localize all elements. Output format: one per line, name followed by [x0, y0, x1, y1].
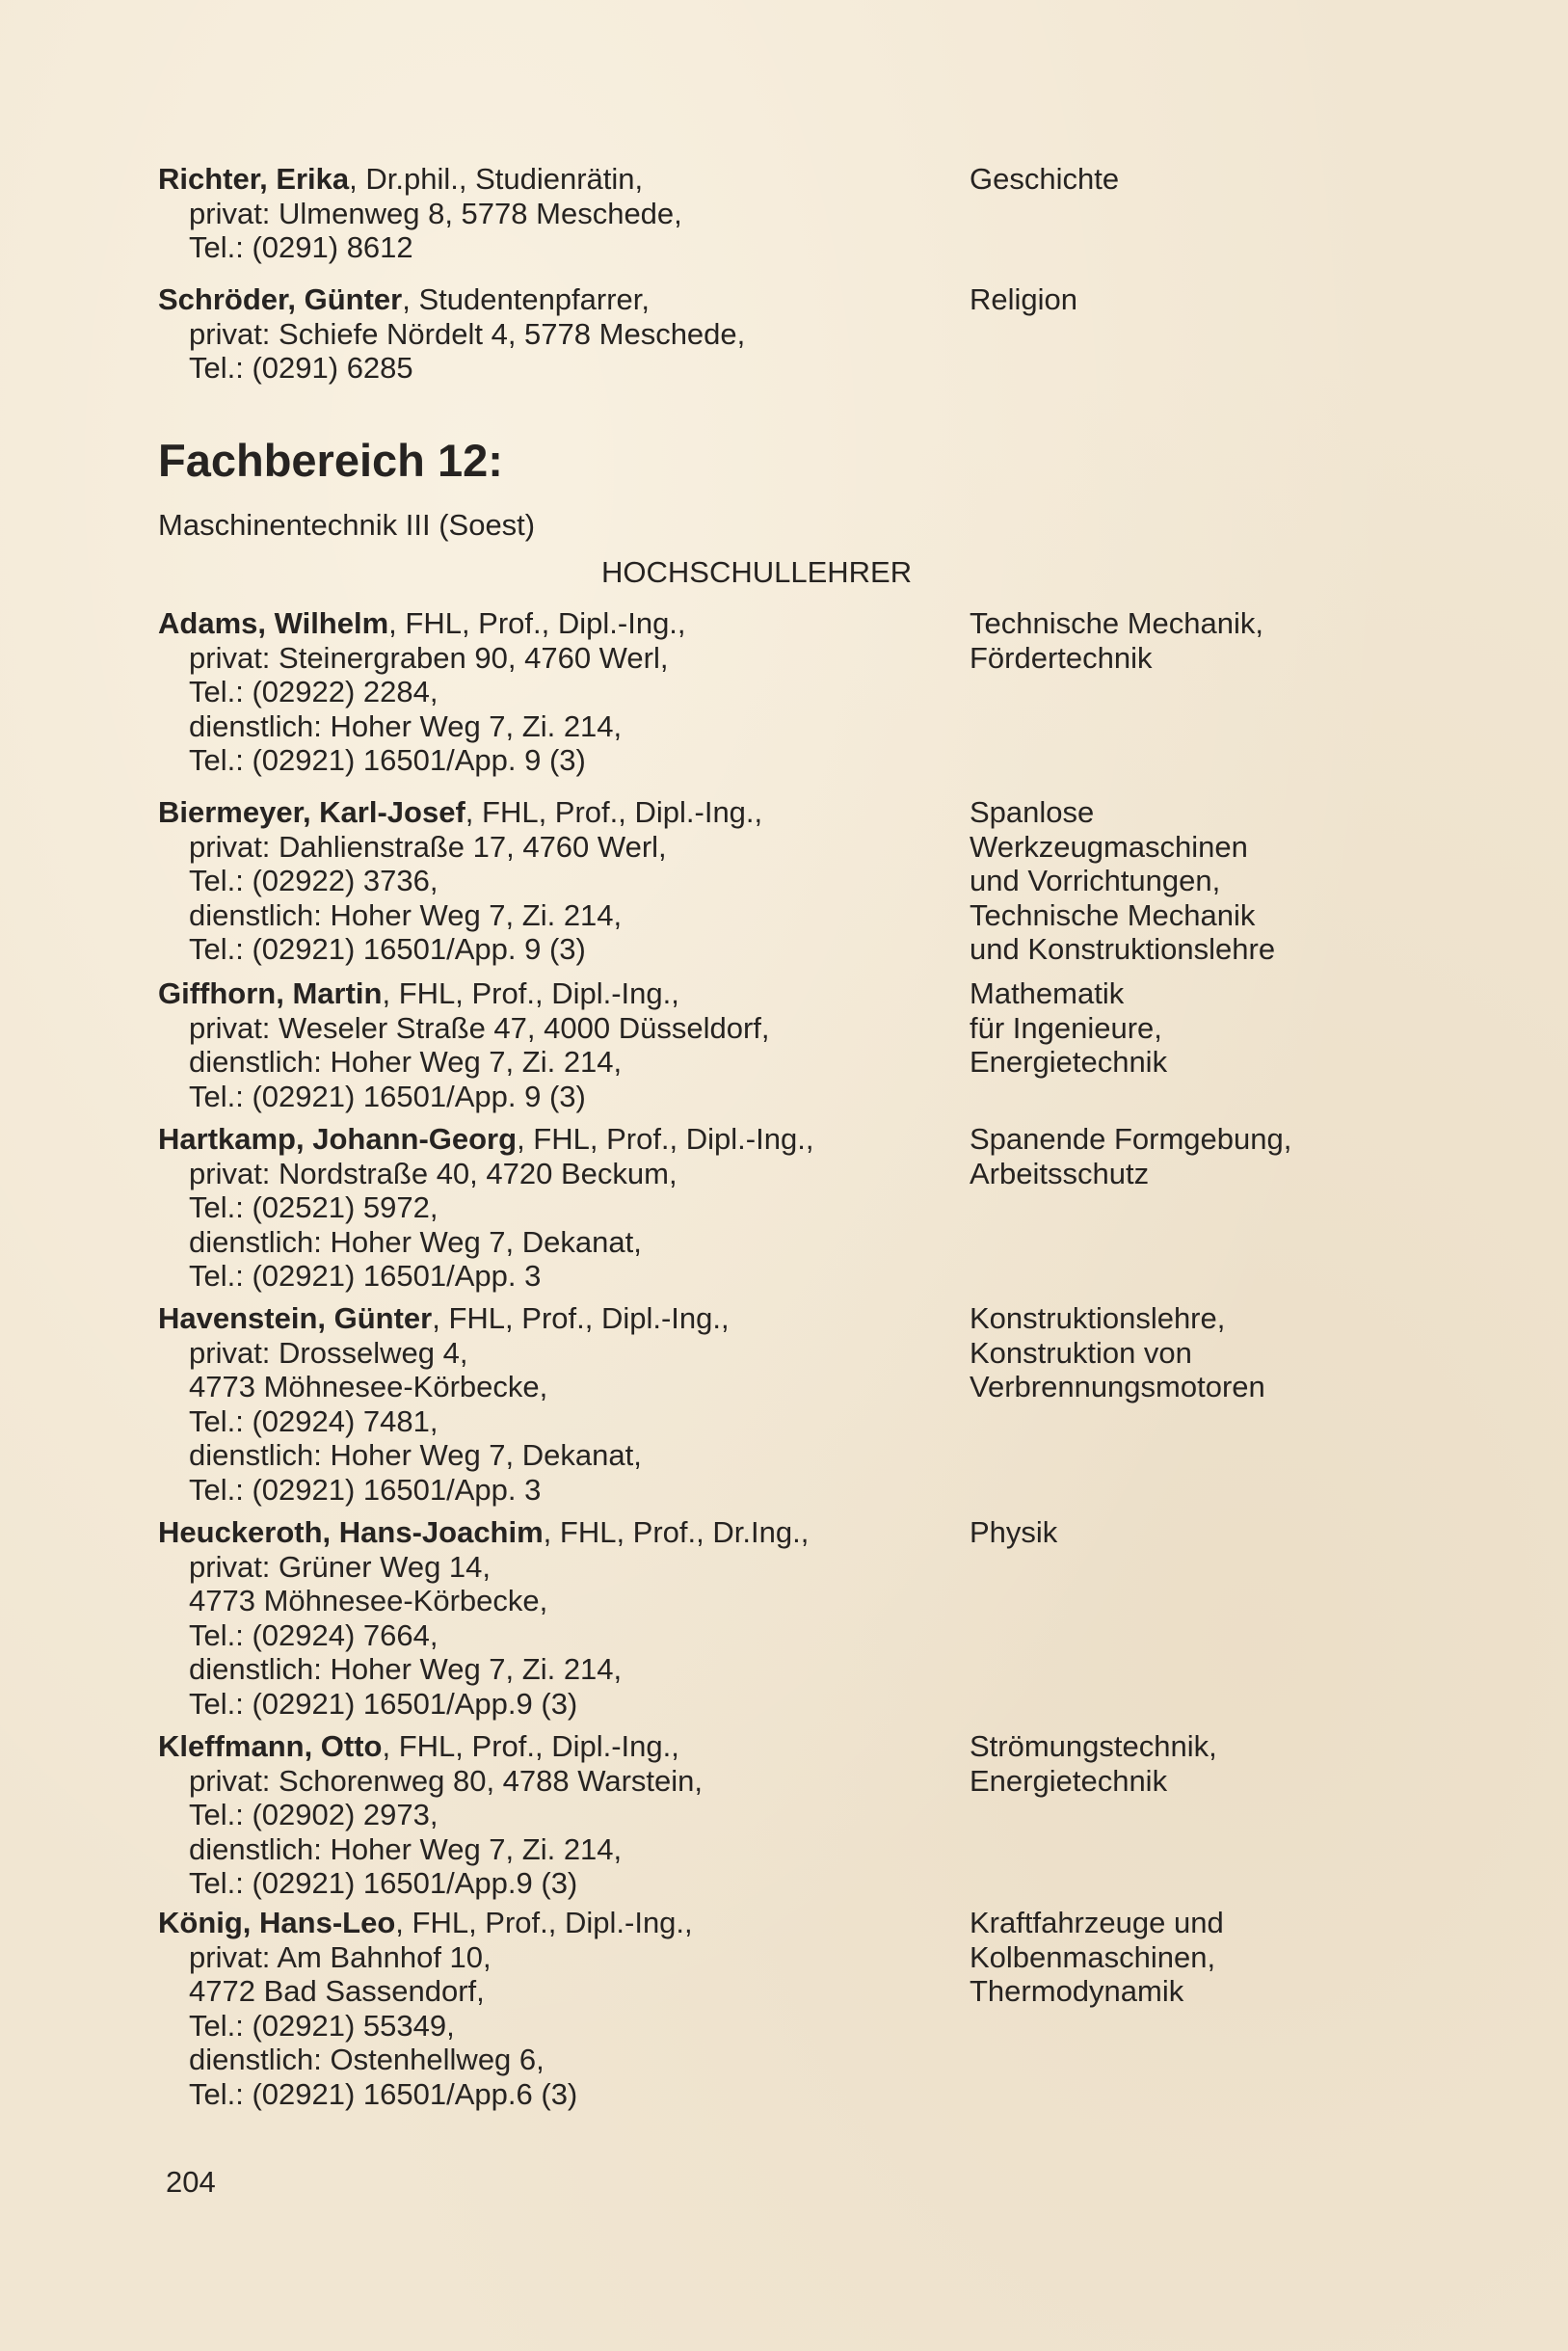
section-title: Fachbereich 12: [158, 435, 503, 486]
entry-line: privat: Am Bahnhof 10, [189, 1939, 492, 1974]
entry-line: 4773 Möhnesee-Körbecke, [189, 1370, 548, 1403]
subject-line: Physik [970, 1515, 1058, 1549]
entry-details [158, 606, 948, 778]
entry-title: , FHL, Prof., Dipl.-Ing., [382, 1729, 679, 1763]
entry-name: Adams, Wilhelm [158, 606, 389, 640]
entry-subjects [970, 976, 1509, 1080]
entry-name: Havenstein, Günter [158, 1301, 433, 1335]
entry-details [158, 1122, 948, 1294]
entry-line: dienstlich: Hoher Weg 7, Zi. 214, [189, 897, 623, 932]
entry-title: , FHL, Prof., Dr.Ing., [543, 1515, 810, 1549]
entry-subjects [970, 1906, 1509, 2009]
entry-name: Richter, Erika [158, 162, 350, 196]
entry-line: privat: Dahlienstraße 17, 4760 Werl, [189, 829, 667, 864]
entry-subjects [970, 1515, 1509, 1550]
entry-subjects [970, 282, 1509, 317]
entry-line: dienstlich: Hoher Weg 7, Dekanat, [189, 1438, 642, 1472]
entry-line: Tel.: (0291) 6285 [189, 351, 413, 385]
entry-name: Giffhorn, Martin [158, 976, 383, 1010]
entry-name: Kleffmann, Otto [158, 1729, 383, 1763]
entry-details [158, 795, 948, 967]
entry-subjects [970, 1729, 1509, 1798]
entry-line: Tel.: (02922) 2284, [189, 675, 439, 708]
entry-details [158, 1906, 948, 2111]
subject-line: Geschichte [970, 162, 1120, 196]
entry-line: 4773 Möhnesee-Körbecke, [189, 1584, 548, 1617]
entry-title: , FHL, Prof., Dipl.-Ing., [465, 795, 763, 829]
entry-details [158, 282, 948, 386]
subject-line: Kraftfahrzeuge und [970, 1906, 1224, 1939]
entry-line: Tel.: (02921) 16501/App. 9 (3) [189, 1079, 586, 1113]
entry-title: , Dr.phil., Studienrätin, [349, 162, 644, 196]
subject-line: Arbeitsschutz [970, 1156, 1150, 1190]
entry-line: 4772 Bad Sassendorf, [189, 1974, 485, 2008]
subject-line: und Konstruktionslehre [970, 932, 1276, 966]
entry-title: , FHL, Prof., Dipl.-Ing., [432, 1301, 730, 1335]
entry-line: privat: Drosselweg 4, [189, 1335, 468, 1370]
entry-line: Tel.: (02521) 5972, [189, 1190, 439, 1224]
entry-name: Heuckeroth, Hans-Joachim [158, 1515, 544, 1549]
entry-line: privat: Grüner Weg 14, [189, 1549, 492, 1584]
subject-line: und Vorrichtungen, [970, 864, 1221, 897]
entry-line: Tel.: (02924) 7664, [189, 1617, 439, 1652]
subject-line: Verbrennungsmotoren [970, 1370, 1265, 1403]
entry-subjects [970, 1301, 1509, 1404]
entry-line: dienstlich: Hoher Weg 7, Zi. 214, [189, 1045, 623, 1079]
entry-line: privat: Schorenweg 80, 4788 Warstein, [189, 1763, 704, 1798]
subject-line: Konstruktion von [970, 1335, 1192, 1370]
entry-line: Tel.: (02924) 7481, [189, 1403, 439, 1438]
entry-title: , FHL, Prof., Dipl.-Ing., [517, 1122, 814, 1156]
entry-subjects [970, 795, 1509, 967]
section-subtitle: Maschinentechnik III (Soest) [158, 508, 536, 542]
entry-line: privat: Ulmenweg 8, 5778 Meschede, [189, 196, 682, 230]
entry-line: Tel.: (02921) 16501/App. 9 (3) [189, 743, 586, 777]
subject-line: Spanende Formgebung, [970, 1122, 1292, 1156]
subject-line: Konstruktionslehre, [970, 1301, 1226, 1335]
subject-line: Strömungstechnik, [970, 1729, 1217, 1763]
entry-title: , Studentenpfarrer, [402, 282, 651, 316]
entry-line: privat: Schiefe Nördelt 4, 5778 Meschede, [189, 316, 746, 351]
subject-line: Spanlose [970, 795, 1095, 829]
page-number: 204 [166, 2165, 216, 2199]
entry-line: Tel.: (02922) 3736, [189, 864, 439, 897]
subject-line: Fördertechnik [970, 640, 1153, 675]
entry-line: Tel.: (0291) 8612 [189, 230, 413, 264]
entry-title: , FHL, Prof., Dipl.-Ing., [382, 976, 679, 1010]
subject-line: Thermodynamik [970, 1974, 1184, 2008]
entry-line: privat: Weseler Straße 47, 4000 Düsseldorf, [189, 1010, 770, 1045]
subject-line: Energietechnik [970, 1763, 1168, 1798]
entry-line: dienstlich: Ostenhellweg 6, [189, 2043, 545, 2076]
entry-line: Tel.: (02921) 16501/App. 3 [189, 1472, 542, 1507]
entry-details [158, 1515, 948, 1721]
entry-subjects [970, 1122, 1509, 1190]
entry-line: privat: Nordstraße 40, 4720 Beckum, [189, 1156, 678, 1190]
entry-line: dienstlich: Hoher Weg 7, Dekanat, [189, 1224, 642, 1259]
entry-title: , FHL, Prof., Dipl.-Ing., [388, 606, 686, 640]
entry-line: Tel.: (02921) 16501/App.6 (3) [189, 2076, 578, 2111]
entry-line: Tel.: (02921) 16501/App.9 (3) [189, 1686, 578, 1721]
entry-line: Tel.: (02921) 16501/App. 3 [189, 1259, 542, 1293]
entry-subjects [970, 606, 1509, 675]
entry-line: dienstlich: Hoher Weg 7, Zi. 214, [189, 1831, 623, 1866]
entry-details [158, 976, 948, 1113]
subject-line: Technische Mechanik, [970, 606, 1263, 640]
subject-line: Energietechnik [970, 1045, 1168, 1079]
entry-line: dienstlich: Hoher Weg 7, Zi. 214, [189, 708, 623, 743]
entry-subjects [970, 162, 1509, 197]
subject-line: Technische Mechanik [970, 897, 1256, 932]
entry-title: , FHL, Prof., Dipl.-Ing., [395, 1906, 693, 1939]
entry-line: dienstlich: Hoher Weg 7, Zi. 214, [189, 1652, 623, 1686]
entry-name: Schröder, Günter [158, 282, 403, 316]
subject-line: Mathematik [970, 976, 1125, 1010]
entry-name: Hartkamp, Johann-Georg [158, 1122, 518, 1156]
entry-details [158, 1729, 948, 1901]
subject-line: Kolbenmaschinen, [970, 1939, 1216, 1974]
entry-line: Tel.: (02902) 2973, [189, 1798, 439, 1831]
entry-line: privat: Steinergraben 90, 4760 Werl, [189, 640, 669, 675]
entry-line: Tel.: (02921) 55349, [189, 2008, 455, 2043]
entry-line: Tel.: (02921) 16501/App.9 (3) [189, 1866, 578, 1900]
subject-line: für Ingenieure, [970, 1010, 1162, 1045]
entry-line: Tel.: (02921) 16501/App. 9 (3) [189, 932, 586, 966]
entry-name: Biermeyer, Karl-Josef [158, 795, 465, 829]
entry-details [158, 162, 948, 265]
group-heading: HOCHSCHULLEHRER [601, 555, 913, 589]
subject-line: Religion [970, 282, 1078, 316]
subject-line: Werkzeugmaschinen [970, 829, 1248, 864]
entry-details [158, 1301, 948, 1507]
entry-name: König, Hans-Leo [158, 1906, 396, 1939]
